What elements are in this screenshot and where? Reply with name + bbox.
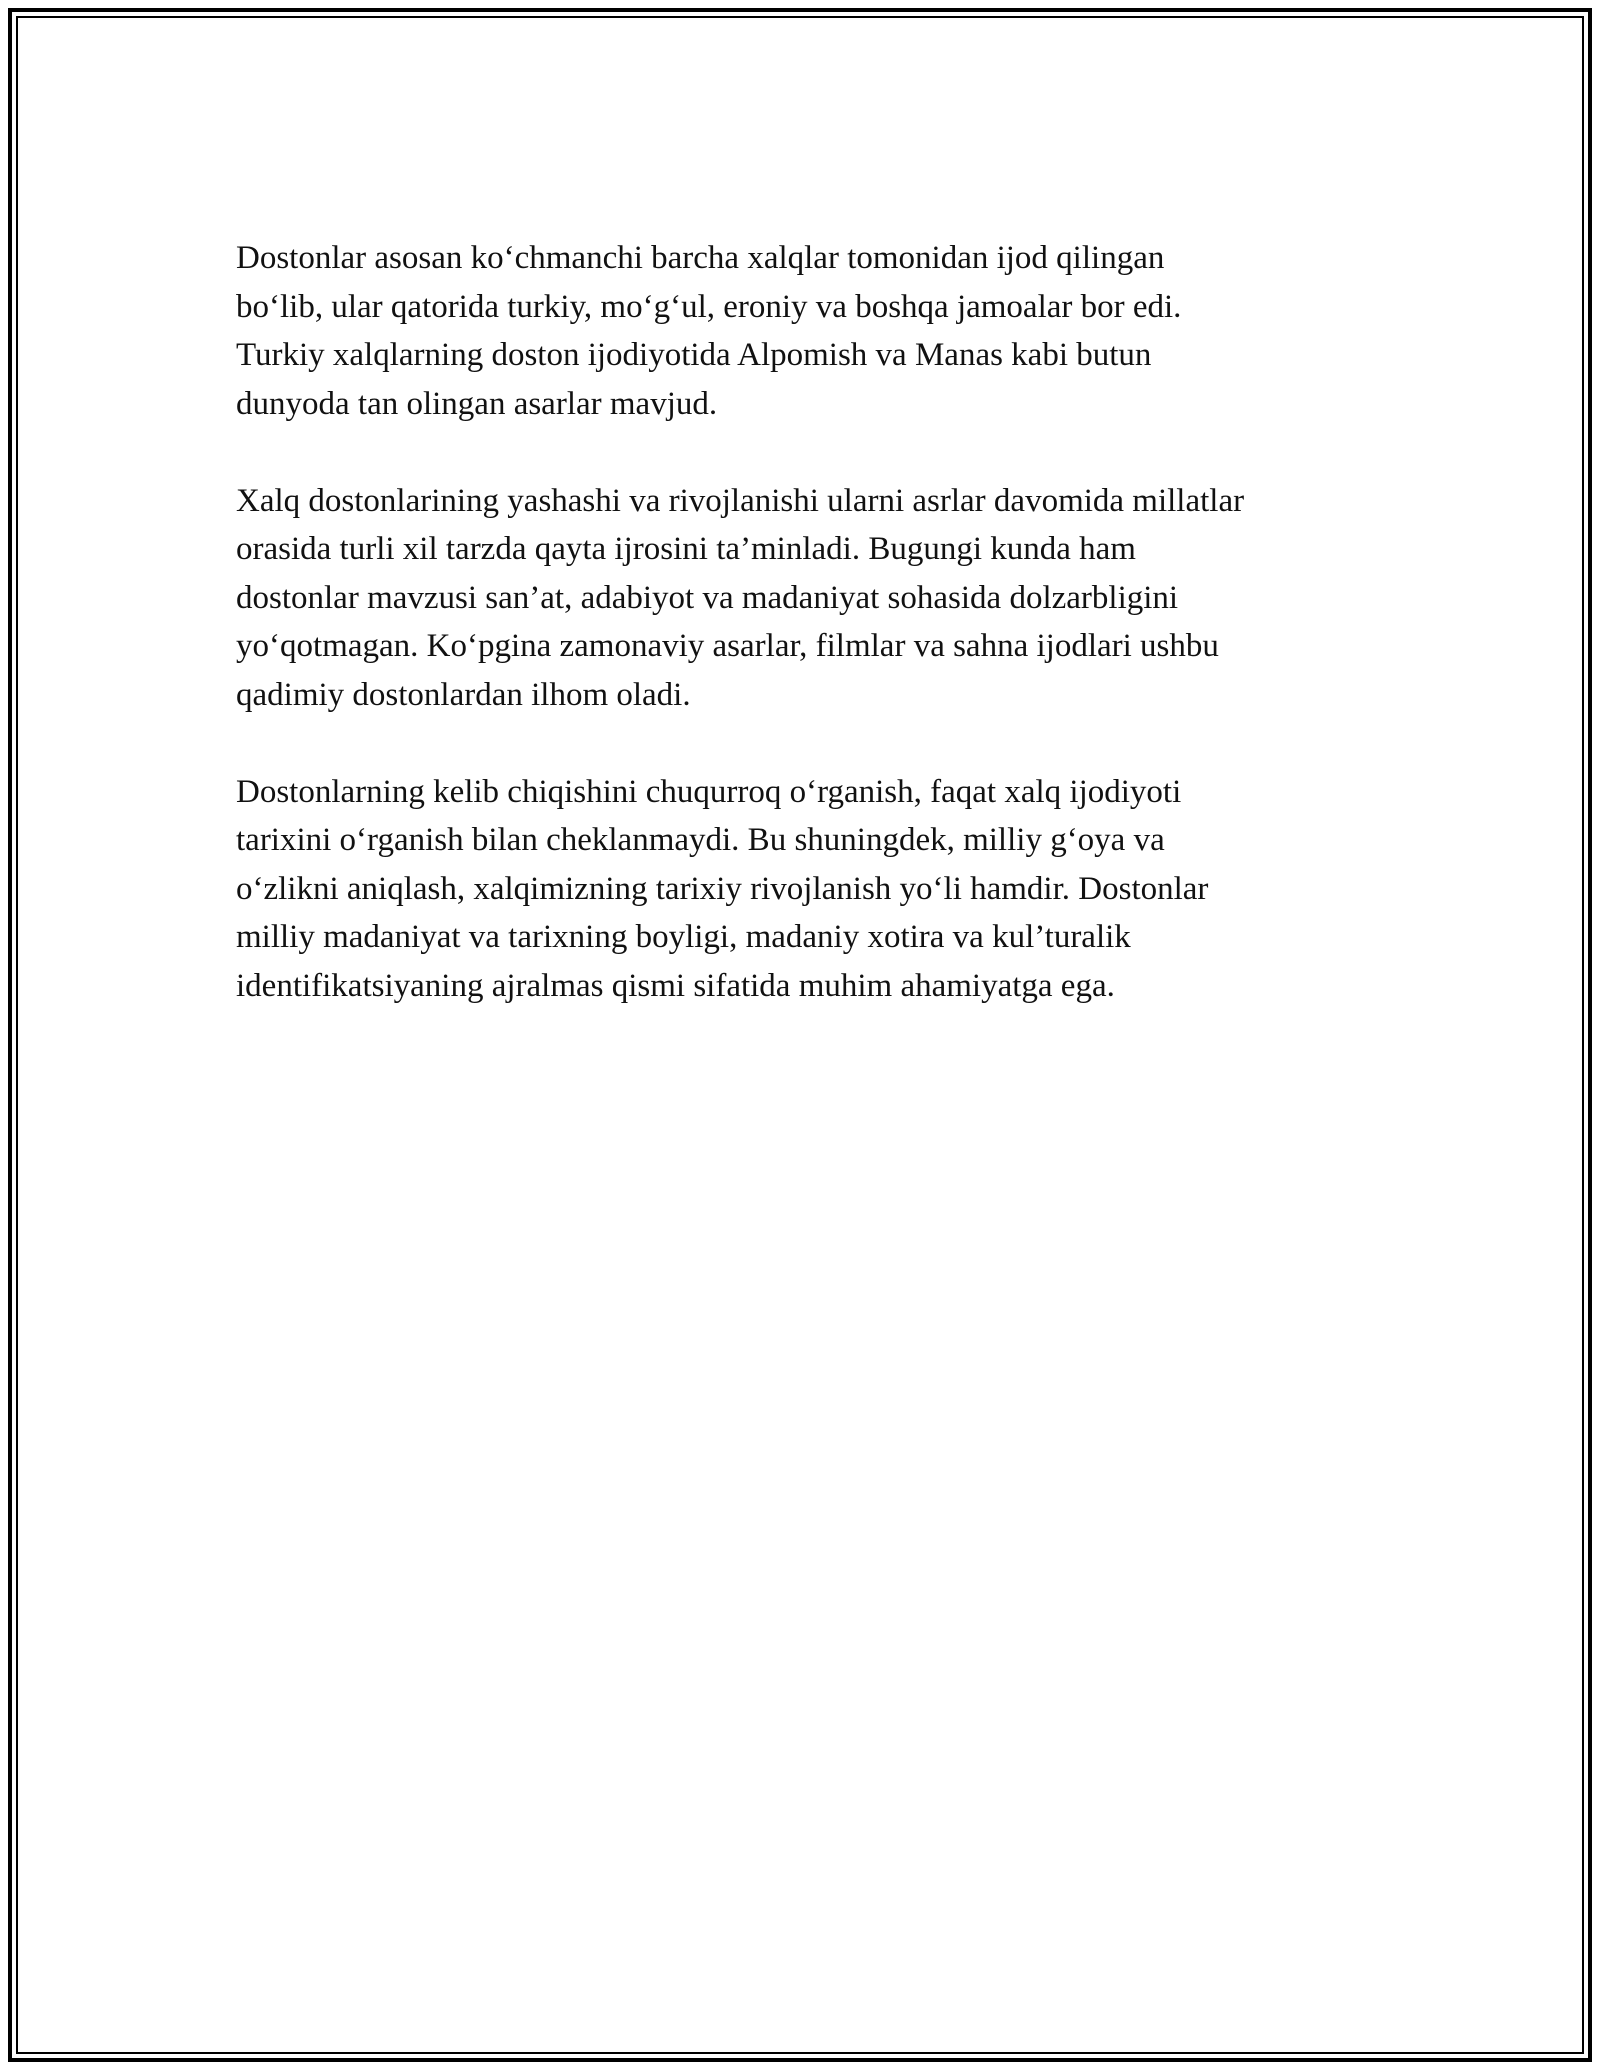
paragraph-1 [236,234,1386,428]
text-line: bo‘lib, ular qatorida turkiy, mo‘g‘ul, eroniy va boshqa jamoalar bor edi. [236,288,1182,325]
text-line: qadimiy dostonlardan ilhom oladi. [236,676,691,713]
text-line: Turkiy xalqlarning doston ijodiyotida Alpomish va Manas kabi butun [236,337,1152,373]
paragraph-2 [236,477,1386,720]
text-line: milliy madaniyat va tarixning boyligi, madaniy xotira va kul’turalik [236,919,1131,955]
text-line: dunyoda tan olingan asarlar mavjud. [236,385,718,422]
paragraph-3 [236,768,1386,1011]
text-line: o‘zlikni aniqlash, xalqimizning tarixiy rivojlanish yo‘li hamdir. Dostonlar [236,870,1209,907]
text-line: yo‘qotmagan. Ko‘pgina zamonaviy asarlar, filmlar va sahna ijodlari ushbu [236,628,1219,664]
text-line: tarixini o‘rganish bilan cheklanmaydi. Bu shuningdek, milliy g‘oya va [236,822,1165,858]
text-line: dostonlar mavzusi san’at, adabiyot va madaniyat sohasida dolzarbligini [236,579,1179,616]
text-line: Dostonlar asosan ko‘chmanchi barcha xalqlar tomonidan ijod qilingan [236,240,1165,276]
text-line: Xalq dostonlarining yashashi va rivojlanishi ularni asrlar davomida millatlar [236,482,1245,519]
text-line: identifikatsiyaning ajralmas qismi sifatida muhim ahamiyatga ega. [236,967,1115,1004]
text-line: orasida turli xil tarzda qayta ijrosini ta’minladi. Bugungi kunda ham [236,531,1136,567]
document-body [236,234,1386,1059]
text-line: Dostonlarning kelib chiqishini chuqurroq o‘rganish, faqat xalq ijodiyoti [236,773,1182,810]
